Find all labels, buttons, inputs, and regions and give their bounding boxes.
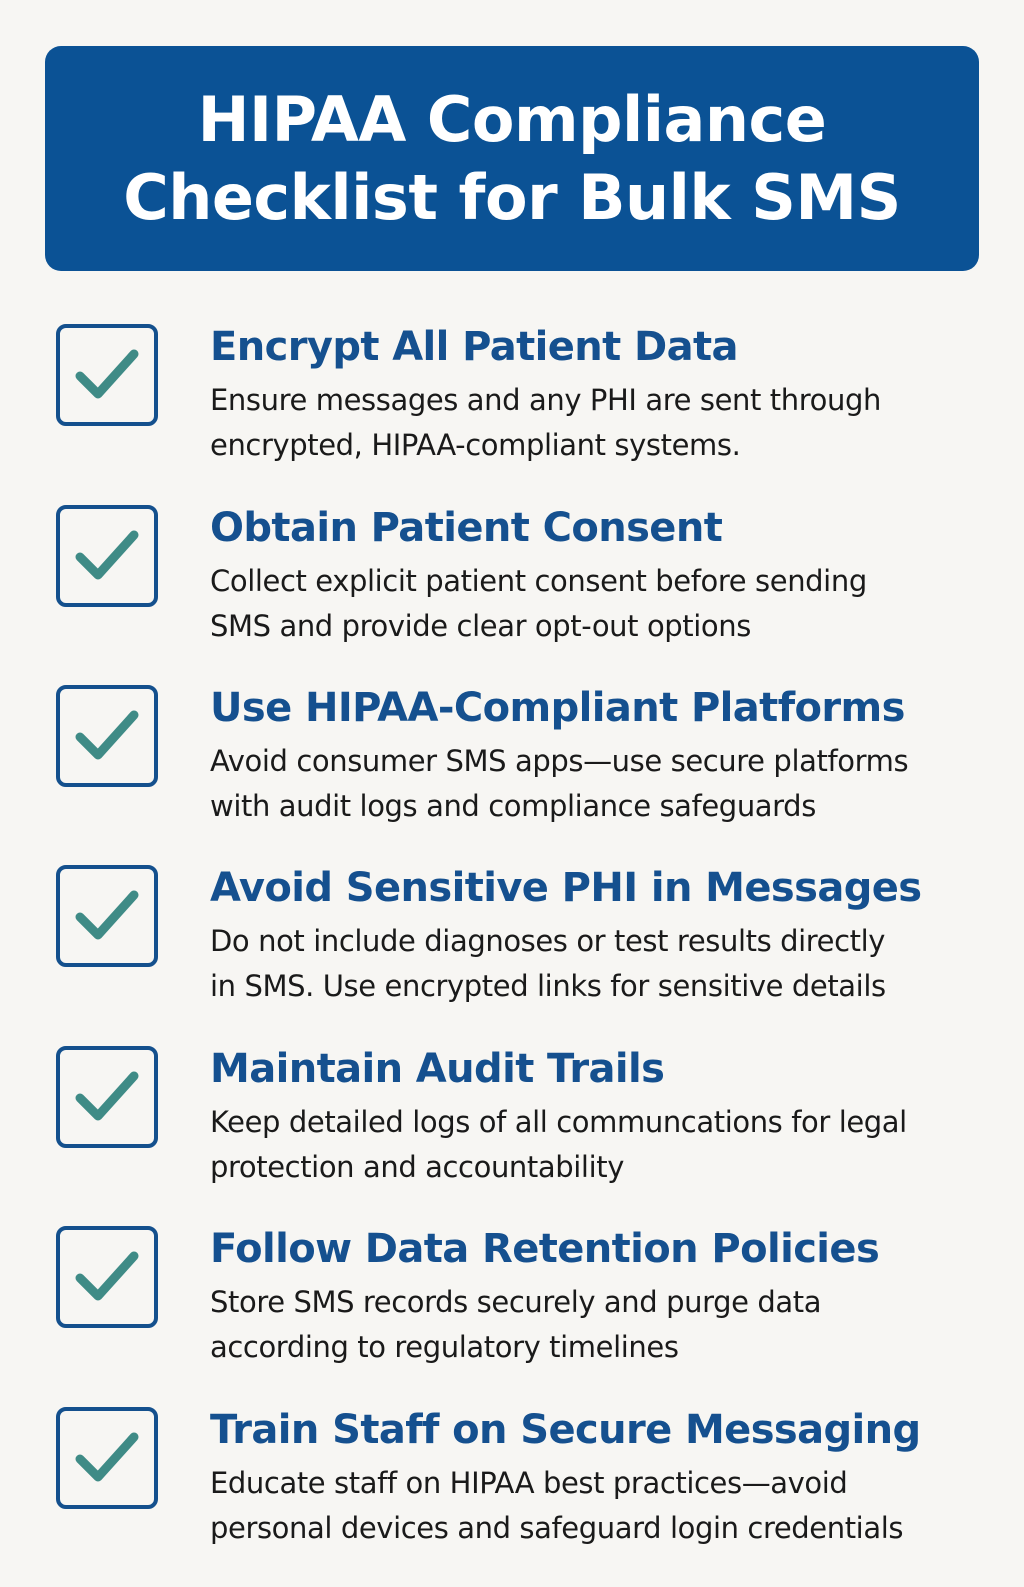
description-line-2: encrypted, HIPAA-compliant systems.	[210, 428, 741, 462]
checkbox-checked-icon[interactable]	[56, 685, 158, 787]
checkbox-checked-icon[interactable]	[56, 1226, 158, 1328]
checkmark-icon	[74, 1429, 140, 1485]
description-line-1: Educate staff on HIPAA best practices—avoid	[210, 1466, 848, 1500]
checkmark-icon	[74, 346, 140, 402]
checklist-item-title: Use HIPAA-Compliant Platforms	[210, 685, 905, 731]
checklist-item-description	[210, 1280, 1000, 1370]
checklist-item-encrypt	[0, 324, 1024, 504]
checklist-item-description	[210, 378, 1000, 468]
checklist-item-title: Follow Data Retention Policies	[210, 1226, 880, 1272]
description-line-2: in SMS. Use encrypted links for sensitive details	[210, 969, 886, 1003]
checklist-item-title: Obtain Patient Consent	[210, 505, 723, 551]
description-line-2: with audit logs and compliance safeguards	[210, 789, 816, 823]
checkbox-checked-icon[interactable]	[56, 1407, 158, 1509]
checkbox-checked-icon[interactable]	[56, 324, 158, 426]
checkbox-checked-icon[interactable]	[56, 505, 158, 607]
page-title-line-1: HIPAA Compliance	[197, 82, 827, 156]
checkbox-checked-icon[interactable]	[56, 1046, 158, 1148]
description-line-1: Avoid consumer SMS apps—use secure platforms	[210, 744, 909, 778]
checkmark-icon	[74, 887, 140, 943]
checklist-item-consent	[0, 505, 1024, 685]
description-line-2: according to regulatory timelines	[210, 1330, 679, 1364]
checkmark-icon	[74, 707, 140, 763]
checkmark-icon	[74, 1068, 140, 1124]
checkbox-checked-icon[interactable]	[56, 865, 158, 967]
page-title-line-2: Checklist for Bulk SMS	[123, 160, 901, 234]
description-line-1: Do not include diagnoses or test results directly	[210, 924, 886, 958]
description-line-1: Store SMS records securely and purge data	[210, 1285, 822, 1319]
checklist-item-description	[210, 1100, 1000, 1190]
checklist-item-title: Maintain Audit Trails	[210, 1046, 665, 1092]
checklist-item-audit-trails	[0, 1046, 1024, 1226]
description-line-2: protection and accountability	[210, 1150, 624, 1184]
description-line-1: Ensure messages and any PHI are sent through	[210, 383, 881, 417]
checklist-item-platforms	[0, 685, 1024, 865]
checklist-item-title: Train Staff on Secure Messaging	[210, 1407, 921, 1453]
description-line-1: Collect explicit patient consent before sending	[210, 564, 867, 598]
checklist-item-train-staff	[0, 1407, 1024, 1587]
checkmark-icon	[74, 527, 140, 583]
checklist-item-description	[210, 919, 1000, 1009]
checklist-item-title: Encrypt All Patient Data	[210, 324, 738, 370]
checklist-item-avoid-phi	[0, 865, 1024, 1045]
checklist-item-description	[210, 1461, 1000, 1551]
checklist-item-retention	[0, 1226, 1024, 1406]
description-line-2: personal devices and safeguard login credentials	[210, 1511, 904, 1545]
checklist-item-description	[210, 559, 1000, 649]
description-line-1: Keep detailed logs of all communcations for legal	[210, 1105, 907, 1139]
checklist-item-title: Avoid Sensitive PHI in Messages	[210, 865, 922, 911]
checkmark-icon	[74, 1248, 140, 1304]
description-line-2: SMS and provide clear opt-out options	[210, 609, 751, 643]
checklist-item-description	[210, 739, 1000, 829]
